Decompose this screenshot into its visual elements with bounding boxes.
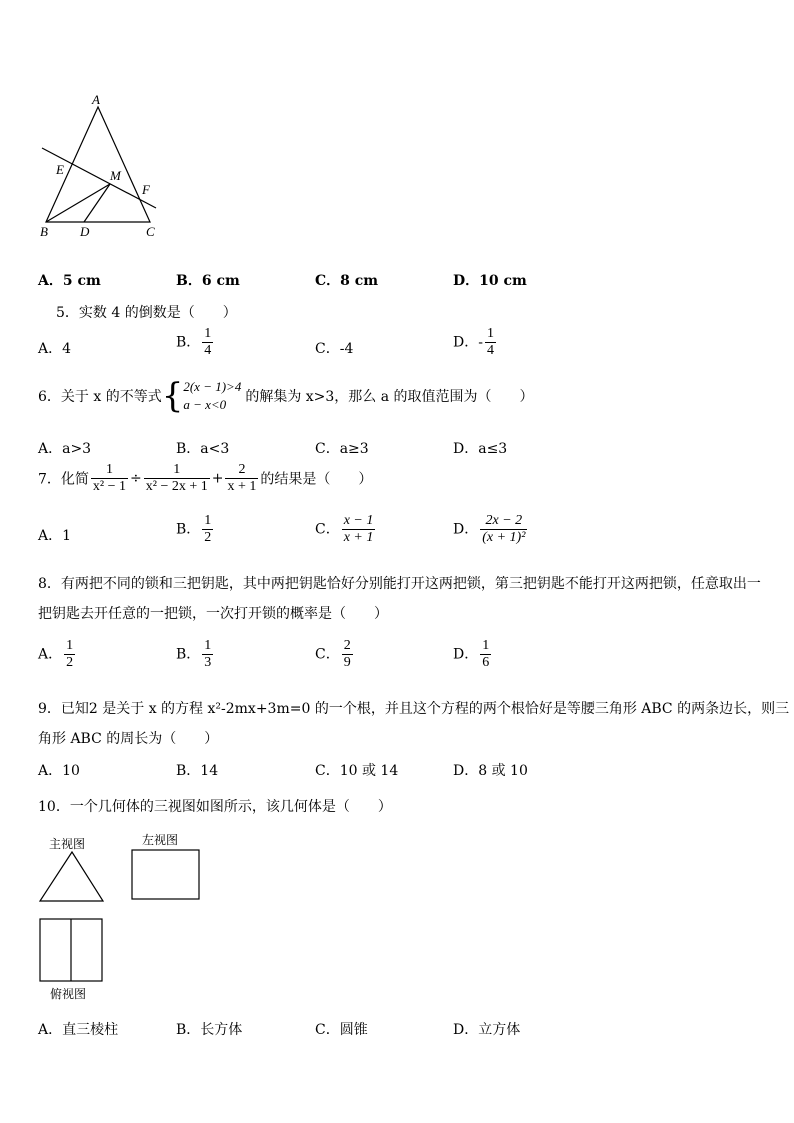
top-view-rect [39,918,105,984]
q9-option-d[interactable]: D．8 或 10 [453,763,528,779]
label-M: M [110,168,121,183]
q10-option-d[interactable]: D．立方体 [453,1022,521,1038]
q10-stem: 10．一个几何体的三视图如图所示，该几何体是（ ） [38,799,392,815]
label-A: A [92,92,100,107]
q7-option-d[interactable]: D． $\frac{2x - 2}{\text{(x + 1)²}}$ [453,513,526,545]
triangle-figure [30,92,170,242]
left-view-label: 左视图 [142,833,179,847]
q5-option-d[interactable]: D．- $\frac{1}{4}$ [453,326,494,358]
q9-stem-line1: 9．已知2 是关于 x 的方程 x²-2mx+3m=0 的一个根，并且这个方程的两个根恰好是等腰三角形 ABC 的两条边长，则三 [38,701,790,717]
q7-option-c[interactable]: C． $\frac{x - 1}{x + 1}$ [315,513,374,545]
q8-stem-line1: 8．有两把不同的锁和三把钥匙，其中两把钥匙恰好分别能打开这两把锁，第三把钥匙不能打开这两把锁，任意取出一 [38,576,761,592]
label-D: D [80,224,90,239]
q9-option-b[interactable]: B．14 [176,763,219,779]
q4-option-b[interactable]: B．6 cm [176,273,240,289]
inequality-system: { 2(x − 1)>4 a − x<0 [161,376,242,416]
q4-option-c[interactable]: C．8 cm [315,273,379,289]
q4-option-d[interactable]: D．10 cm [453,273,527,289]
q7-option-b[interactable]: B． $\frac{1}{2}$ [176,513,212,545]
q5-option-a[interactable]: A．4 [38,341,72,357]
q9-option-c[interactable]: C．10 或 14 [315,763,399,779]
q5-option-c[interactable]: C．-4 [315,341,354,357]
q8-option-c[interactable]: C． $\frac{2}{9}$ [315,638,351,670]
q6-stem: 6．关于 x 的不等式 { 2(x − 1)>4 a − x<0 的解集为 x>3，那么 a 的取值范围为（ ） [38,376,534,416]
front-view-label: 主视图 [49,837,86,851]
front-view-triangle [38,850,106,904]
q8-option-a[interactable]: A． $\frac{1}{2}$ [38,638,74,670]
q4-option-a[interactable]: A．5 cm [38,273,101,289]
left-view-rect [131,849,201,901]
label-F: F [142,182,150,197]
q10-option-a[interactable]: A．直三棱柱 [38,1022,119,1038]
q8-stem-line2: 把钥匙去开任意的一把锁，一次打开锁的概率是（ ） [38,606,388,622]
q5-stem: 5．实数 4 的倒数是（ ） [56,305,237,321]
q5-option-b[interactable]: B． $\frac{1}{4}$ [176,326,212,358]
top-view-label: 俯视图 [50,987,87,1001]
q10-option-c[interactable]: C．圆锥 [315,1022,368,1038]
q6-option-a[interactable]: A．a>3 [38,441,92,457]
q9-stem-line2: 角形 ABC 的周长为（ ） [38,731,219,747]
q6-option-b[interactable]: B．a<3 [176,441,230,457]
q8-option-b[interactable]: B． $\frac{1}{3}$ [176,638,212,670]
q9-option-a[interactable]: A．10 [38,763,80,779]
label-C: C [146,224,155,239]
q7-option-a[interactable]: A．1 [38,528,72,544]
q10-option-b[interactable]: B．长方体 [176,1022,243,1038]
label-B: B [40,224,48,239]
q8-option-d[interactable]: D． $\frac{1}{6}$ [453,638,490,670]
label-E: E [56,162,64,177]
q6-option-c[interactable]: C．a≥3 [315,441,369,457]
q6-option-d[interactable]: D．a≤3 [453,441,508,457]
q7-stem: 7．化简 $\frac{1}{\text{x² − 1}}$ ÷ $\frac{1}{\text{x² − 2x + 1}}$ + $\frac{2}{x + 1}$ 的结果是（ ） [38,462,373,494]
